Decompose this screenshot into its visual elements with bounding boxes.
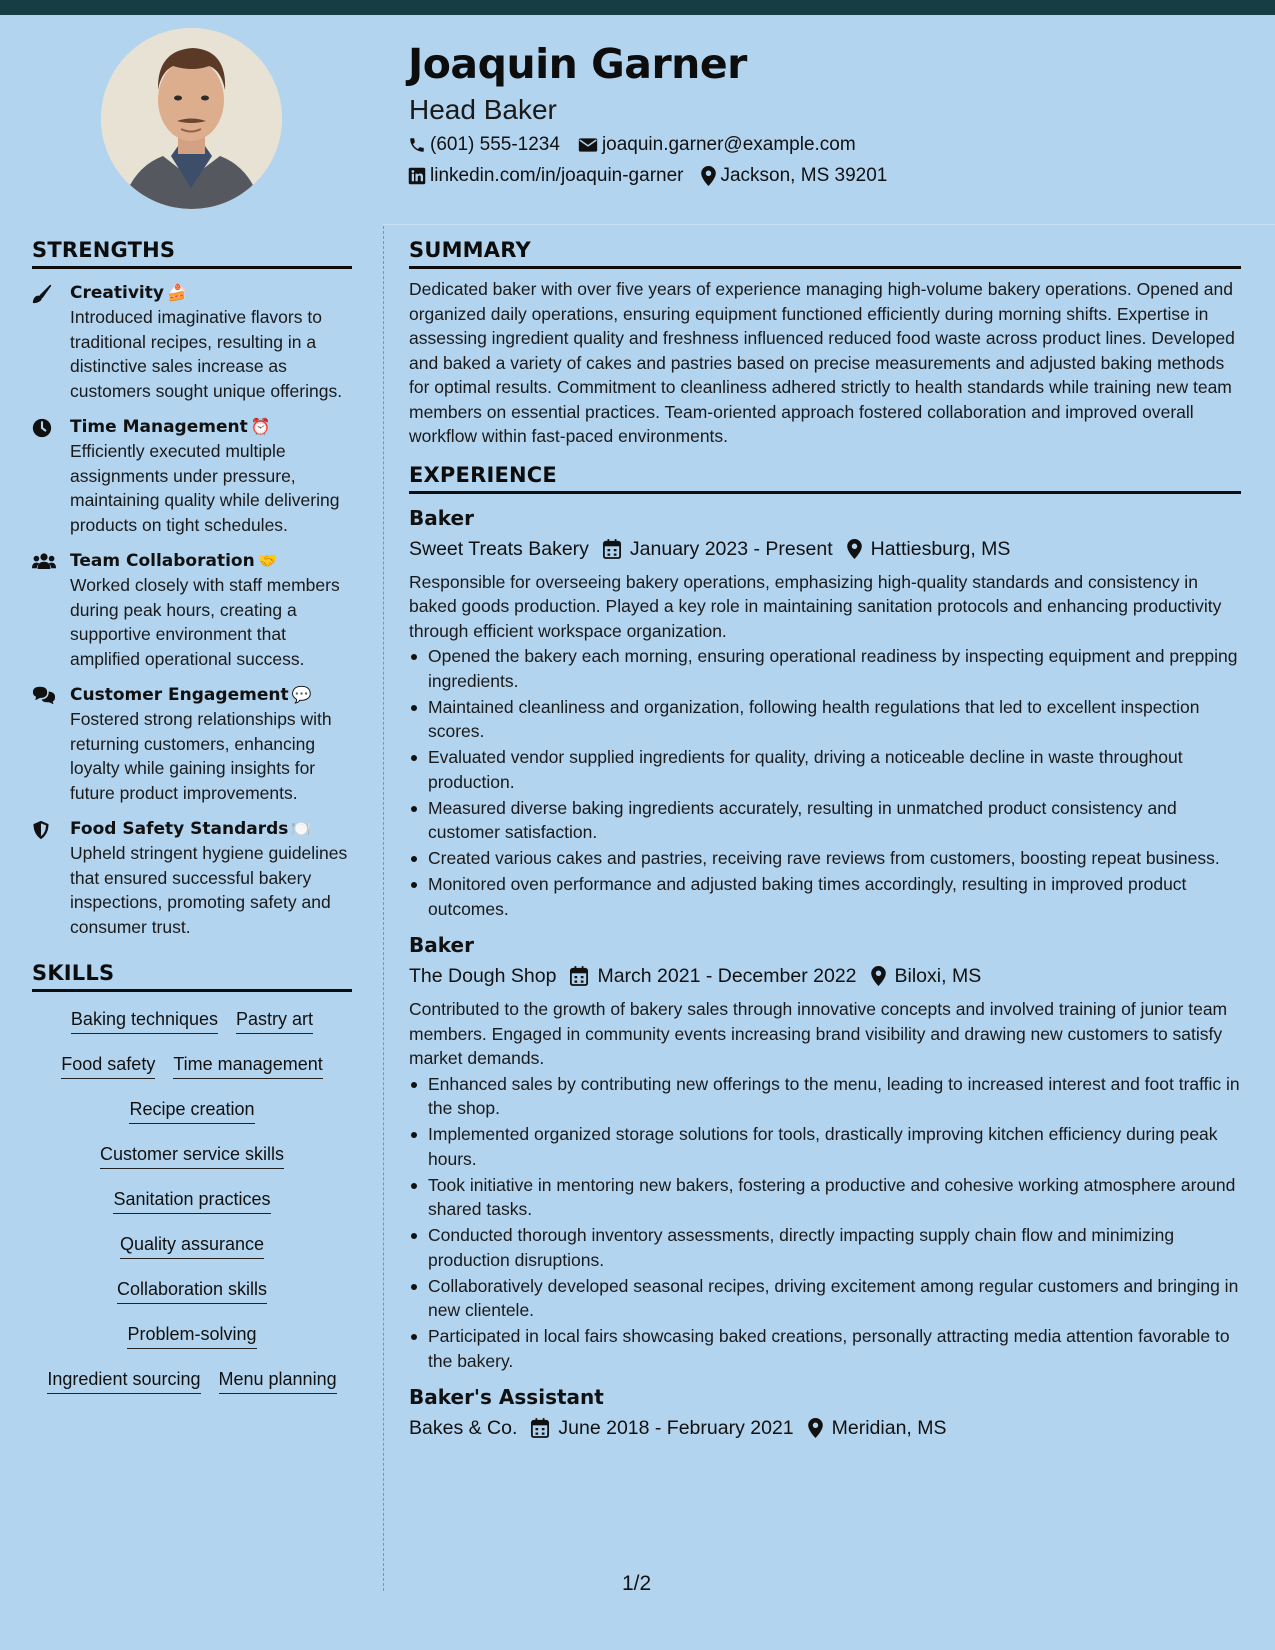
skill-tag: Baking techniques <box>71 1008 218 1034</box>
job-bullets <box>409 644 1241 921</box>
speech-bubble-emoji: 💬 <box>291 685 312 704</box>
list-item: Took initiative in mentoring new bakers, fostering a productive and cohesive working atmosphere around shared tasks. <box>409 1173 1241 1222</box>
list-item: Opened the bakery each morning, ensuring operational readiness by inspecting equipment and prepping ingredients. <box>409 644 1241 693</box>
location-contact <box>701 165 887 187</box>
job-meta <box>409 962 1241 990</box>
skill-tag: Customer service skills <box>100 1143 284 1169</box>
job-title: Baker's Assistant <box>409 1385 604 1409</box>
skill-tag: Collaboration skills <box>117 1278 267 1304</box>
map-pin-icon <box>871 966 886 986</box>
job-bullets <box>409 1072 1241 1374</box>
job-location: Meridian, MS <box>831 1417 947 1439</box>
job-title: Baker <box>409 933 474 957</box>
experience-heading: EXPERIENCE <box>409 463 1241 494</box>
calendar-icon <box>531 1418 549 1438</box>
strength-title: Team Collaboration <box>70 551 255 571</box>
strength-item <box>32 817 352 939</box>
skill-tag: Time management <box>173 1053 322 1079</box>
contact-row-2 <box>408 165 905 187</box>
strength-item <box>32 549 352 671</box>
alarm-clock-emoji: ⏰ <box>250 417 271 436</box>
job-description: Contributed to the growth of bakery sales through innovative concepts and involved training of junior team members. Engaged in community events increasing brand visibility and drawing new customers to satisfy market demands. <box>409 999 1228 1068</box>
skill-tag: Food safety <box>61 1053 155 1079</box>
top-accent-bar <box>0 0 1275 15</box>
column-divider <box>383 226 384 1591</box>
map-pin-icon <box>847 539 862 559</box>
map-pin-icon <box>701 166 716 186</box>
clock-icon <box>32 418 52 438</box>
job-dates: March 2021 - December 2022 <box>597 965 857 987</box>
calendar-icon <box>603 539 621 559</box>
strength-description: Worked closely with staff members during peak hours, creating a supportive environment that amplified operational success. <box>70 575 340 669</box>
strength-description: Efficiently executed multiple assignments under pressure, maintaining quality while delivering products on tight schedules. <box>70 441 340 535</box>
job-dates: June 2018 - February 2021 <box>558 1417 794 1439</box>
skill-tag: Sanitation practices <box>113 1188 270 1214</box>
list-item: Implemented organized storage solutions for tools, drastically improving kitchen efficiency during peak hours. <box>409 1122 1241 1171</box>
skill-tag: Pastry art <box>236 1008 313 1034</box>
location-text: Jackson, MS 39201 <box>720 165 888 186</box>
comments-icon <box>32 686 56 705</box>
list-item: Maintained cleanliness and organization, following health regulations that led to excellent inspection scores. <box>409 695 1241 744</box>
cake-emoji: 🍰 <box>166 283 187 302</box>
company-name: Sweet Treats Bakery <box>409 537 589 560</box>
list-item: Collaboratively developed seasonal recipes, driving excitement among regular customers and bringing in new clientele. <box>409 1274 1241 1323</box>
plate-emoji: 🍽️ <box>291 819 312 838</box>
company-name: The Dough Shop <box>409 965 557 987</box>
phone-contact[interactable] <box>408 134 560 156</box>
strengths-heading: STRENGTHS <box>32 238 352 269</box>
strength-title: Creativity <box>70 283 164 303</box>
strength-item <box>32 683 352 805</box>
job-location: Hattiesburg, MS <box>870 537 1011 560</box>
list-item: Created various cakes and pastries, receiving rave reviews from customers, boosting repeat business. <box>409 846 1241 871</box>
candidate-name: Joaquin Garner <box>408 40 747 88</box>
strength-description: Introduced imaginative flavors to traditional recipes, resulting in a distinctive sales increase as customers sought unique offerings. <box>70 307 343 401</box>
calendar-icon <box>570 966 588 986</box>
job-meta <box>409 1414 1241 1442</box>
skills-heading: SKILLS <box>32 961 352 992</box>
skill-tag: Problem-solving <box>127 1323 256 1349</box>
company-name: Bakes & Co. <box>409 1417 518 1439</box>
job-entry <box>409 931 1241 1373</box>
envelope-icon <box>578 137 598 153</box>
job-entry <box>409 1383 1241 1442</box>
paintbrush-icon <box>32 284 52 304</box>
summary-heading: SUMMARY <box>409 238 1241 269</box>
strength-title: Time Management <box>70 417 248 437</box>
summary-text: Dedicated baker with over five years of experience managing high-volume bakery operations. Opened and organized daily operations, ensuring equipment functioned efficiently during morning shifts. Expertise in assessing ingredient quality and freshness influenced reduced food waste across product lines. Developed and baked a variety of cakes and pastries based on precise measurements and adjusted baking methods for optimal results. Commitment to cleanliness adhered strictly to health standards while training new team members on essential practices. Team-oriented approach fostered collaboration and improved overall workflow within fast-paced environments. <box>409 279 1235 446</box>
strength-item <box>32 415 352 537</box>
list-item: Evaluated vendor supplied ingredients for quality, driving a noticeable decline in waste throughout production. <box>409 745 1241 794</box>
email-text: joaquin.garner@example.com <box>601 134 856 155</box>
linkedin-contact[interactable] <box>408 165 683 187</box>
job-dates: January 2023 - Present <box>629 537 833 560</box>
main-content <box>409 238 1241 1442</box>
skill-tag: Quality assurance <box>120 1233 264 1259</box>
linkedin-text: linkedin.com/in/joaquin-garner <box>430 165 684 186</box>
job-meta <box>409 535 1241 563</box>
job-description: Responsible for overseeing bakery operations, emphasizing high-quality standards and consistency in baked goods production. Played a key role in maintaining sanitation protocols and enhancing productivity through efficient workspace organization. <box>409 571 1222 641</box>
job-location: Biloxi, MS <box>894 965 982 987</box>
handshake-emoji: 🤝 <box>257 551 278 570</box>
strength-item <box>32 281 352 403</box>
contact-row-1 <box>408 134 874 156</box>
strength-description: Fostered strong relationships with returning customers, enhancing loyalty while gaining insights for future product improvements. <box>70 709 332 803</box>
profile-photo <box>101 28 282 209</box>
page-number: 1/2 <box>622 1572 652 1595</box>
strength-title: Customer Engagement <box>70 685 289 705</box>
shield-icon <box>32 820 50 840</box>
list-item: Conducted thorough inventory assessments, directly impacting supply chain flow and minimizing production disruptions. <box>409 1223 1241 1272</box>
phone-icon <box>408 136 426 154</box>
candidate-title: Head Baker <box>409 94 557 125</box>
list-item: Enhanced sales by contributing new offerings to the menu, leading to increased interest and foot traffic in the shop. <box>409 1072 1241 1121</box>
job-title: Baker <box>409 505 474 530</box>
job-entry <box>409 504 1241 922</box>
map-pin-icon <box>808 1418 823 1438</box>
linkedin-icon <box>408 167 426 185</box>
strength-title: Food Safety Standards <box>70 819 289 839</box>
header-divider <box>383 224 1275 225</box>
list-item: Measured diverse baking ingredients accurately, resulting in unmatched product consistency and customer satisfaction. <box>409 796 1241 845</box>
users-icon <box>32 552 56 570</box>
skill-tag: Recipe creation <box>129 1098 254 1124</box>
list-item: Participated in local fairs showcasing baked creations, personally attracting media attention favorable to the bakery. <box>409 1324 1241 1373</box>
skill-tag: Menu planning <box>219 1368 337 1394</box>
skill-tag: Ingredient sourcing <box>47 1368 200 1394</box>
phone-text: (601) 555-1234 <box>430 134 560 155</box>
skills-list <box>32 1000 352 1405</box>
list-item: Monitored oven performance and adjusted baking times accordingly, resulting in improved product outcomes. <box>409 872 1241 921</box>
sidebar <box>32 238 352 1405</box>
email-contact[interactable] <box>578 134 856 156</box>
strength-description: Upheld stringent hygiene guidelines that ensured successful bakery inspections, promoting safety and consumer trust. <box>70 843 348 937</box>
